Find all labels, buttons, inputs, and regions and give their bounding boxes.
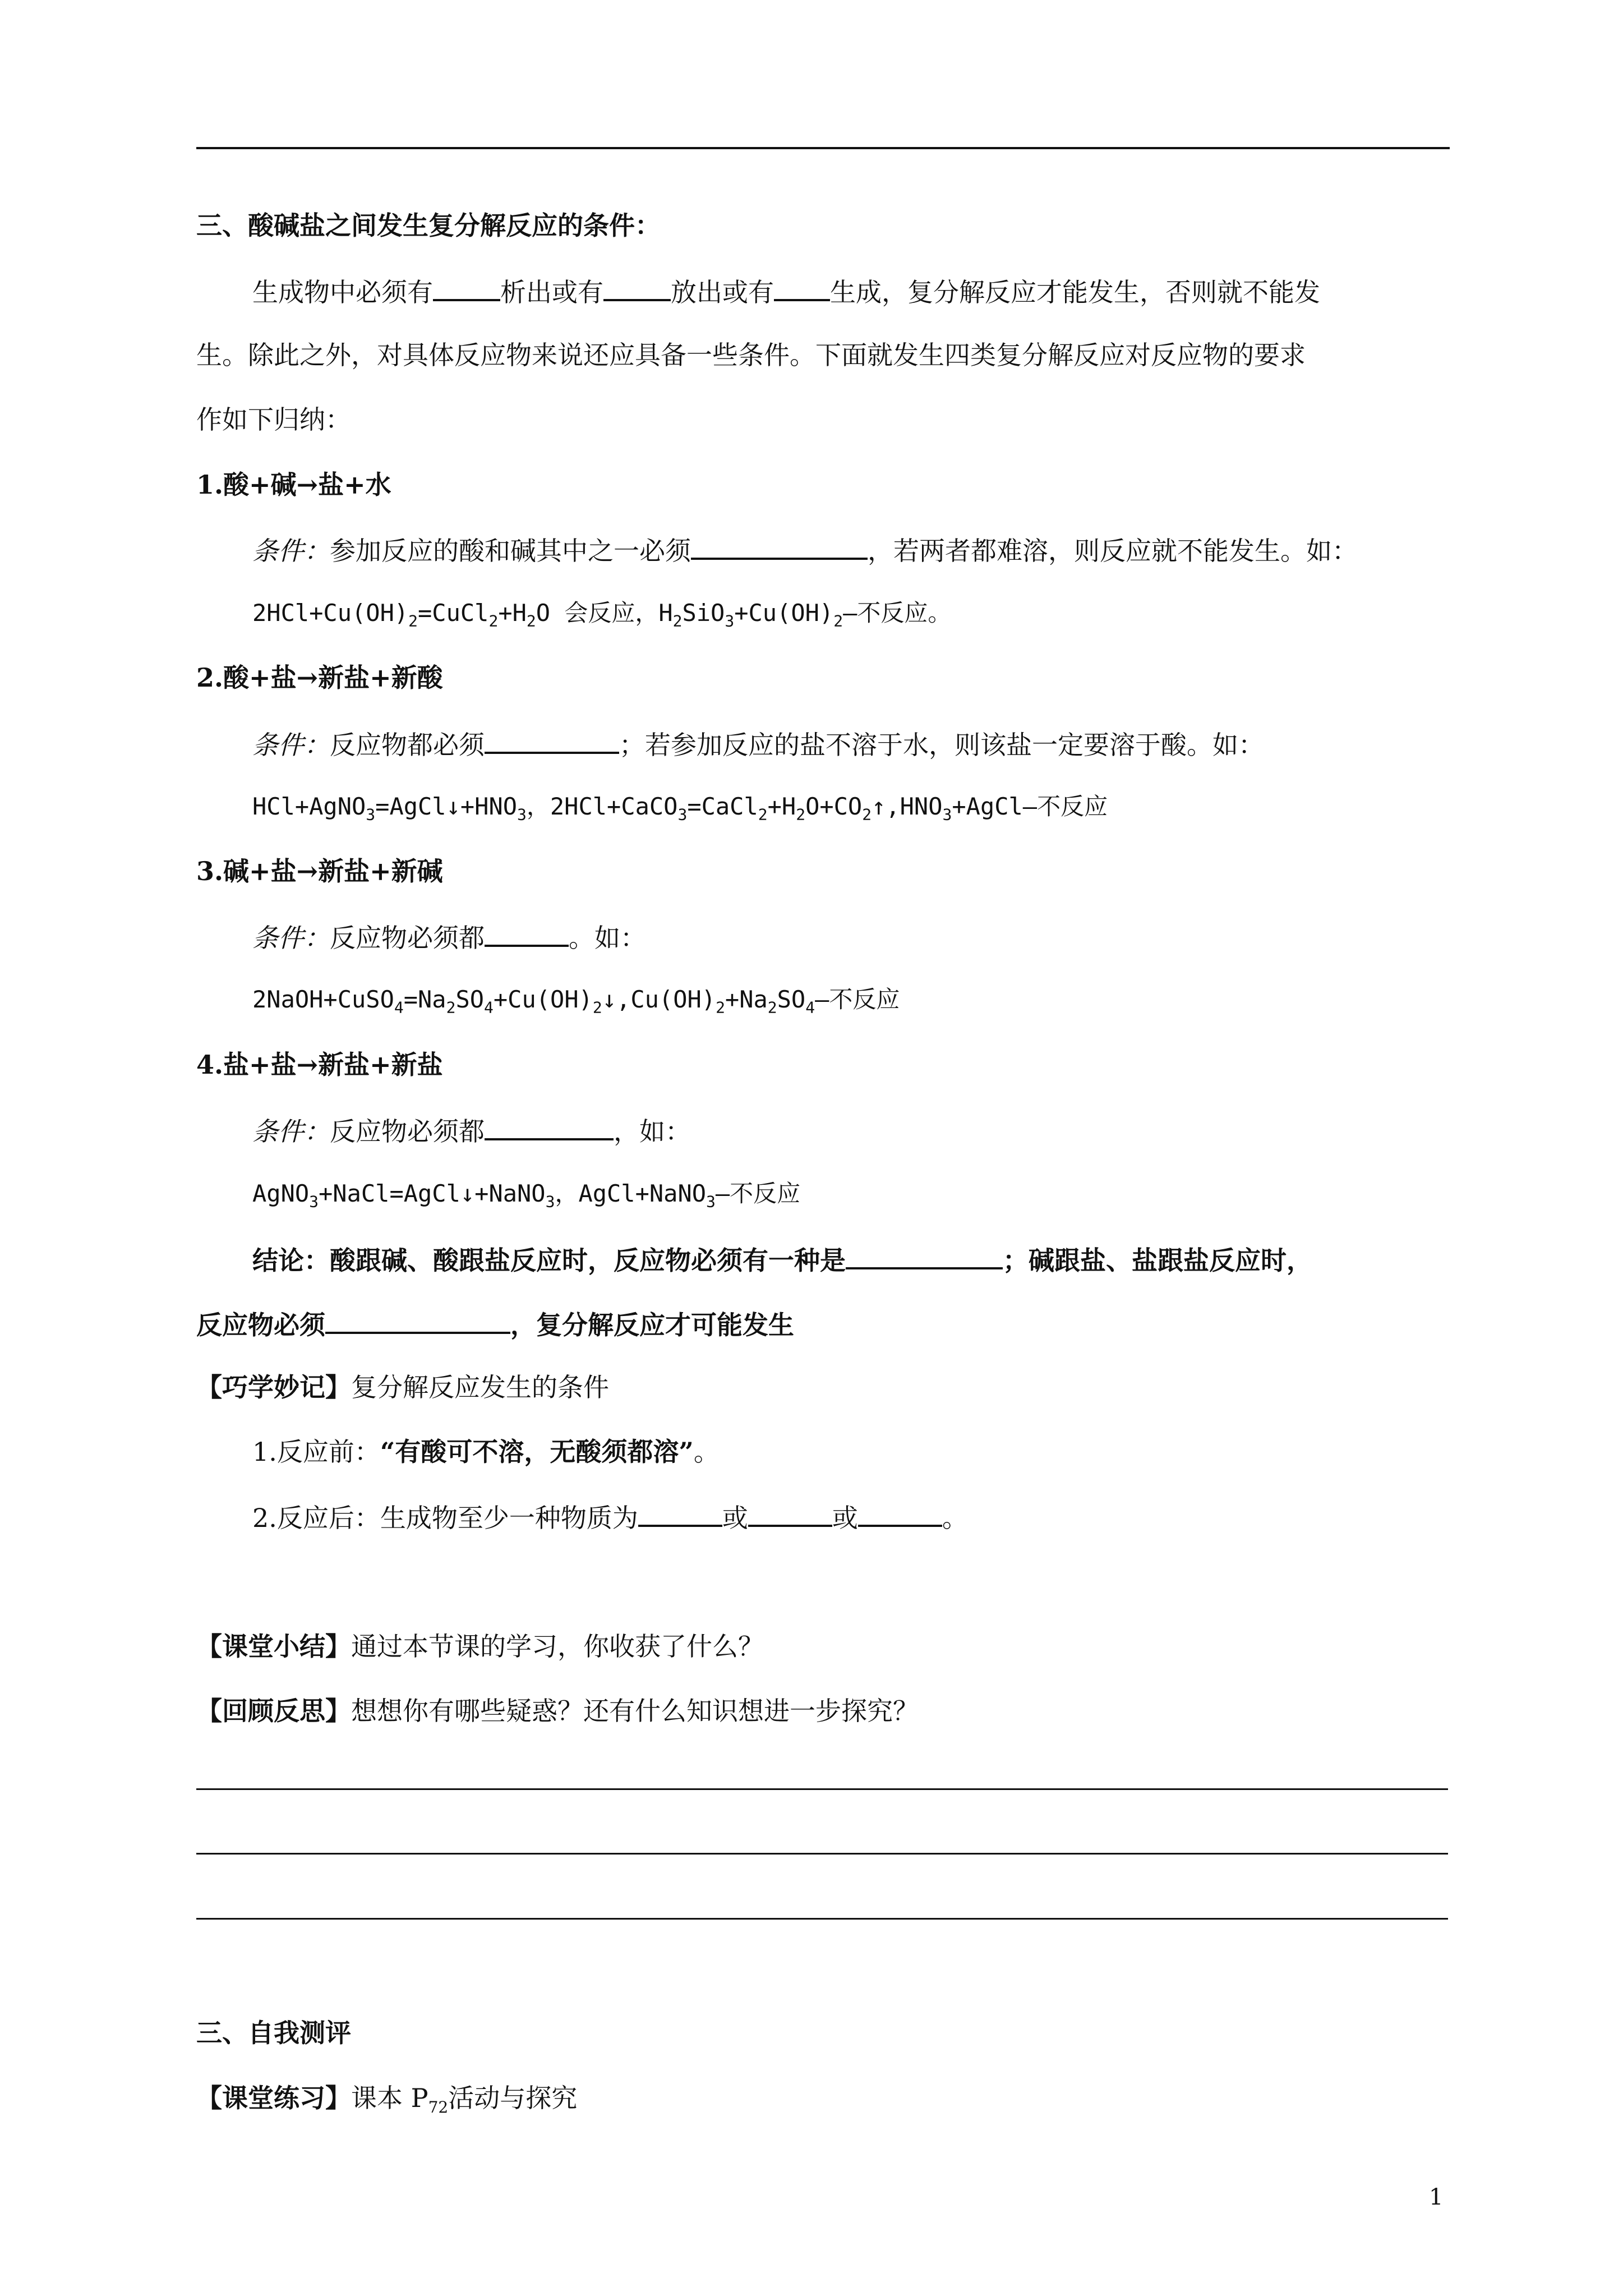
reaction-2-title: 2.酸+盐→新盐+新酸	[196, 662, 443, 693]
blank[interactable]	[485, 919, 569, 947]
reaction-3-example: $2NaOH+CuSO_4=Na_2SO_4+Cu(OH)_2↓,Cu(OH)_2+Na_2SO_4—$不反应	[252, 986, 900, 1017]
conclusion-line-1: 结论：酸跟碱、酸跟盐反应时，反应物必须有一种是 ；碱跟盐、盐跟盐反应时，	[196, 1241, 1450, 1277]
reaction-2-example: $HCl+AgNO_3=AgCl↓+HNO_3$，$2HCl+CaCO_3=CaCl_2+H_2O+CO_2↑,HNO_3+AgCl—$不反应	[252, 793, 1108, 824]
intro-line-2: 生。除此之外，对具体反应物来说还应具备一些条件。下面就发生四类复分解反应对反应物的要求	[196, 340, 1306, 370]
blank[interactable]	[638, 1499, 722, 1527]
conclusion-line-2: 反应物必须 ，复分解反应才可能发生	[196, 1306, 1450, 1342]
blank[interactable]	[774, 273, 830, 301]
section-title: 三、酸碱盐之间发生复分解反应的条件：	[196, 210, 661, 241]
reaction-1-title: 1.酸+碱→盐+水	[196, 470, 391, 500]
blank[interactable]	[748, 1499, 832, 1527]
blank[interactable]	[858, 1499, 942, 1527]
review-reflection: 【回顾反思】想想你有哪些疑惑？还有什么知识想进一步探究？	[196, 1696, 919, 1726]
header-rule	[196, 147, 1450, 149]
blank[interactable]	[603, 273, 671, 301]
answer-line[interactable]	[196, 1788, 1448, 1790]
reaction-2-condition: 条件：反应物都必须 ；若参加反应的盐不溶于水，则该盐一定要溶于酸。如：	[196, 726, 1450, 762]
reaction-1-example: $2HCl+Cu(OH)_2=CuCl_2+H_2O$ 会反应，$H_2SiO_3+Cu(OH)_2—$不反应。	[252, 599, 952, 631]
answer-line[interactable]	[196, 1918, 1448, 1920]
answer-line[interactable]	[196, 1853, 1448, 1855]
memo-item-2: 2.反应后：生成物至少一种物质为 或 或 。	[196, 1499, 1450, 1535]
self-evaluation-title: 三、自我测评	[196, 2018, 351, 2048]
blank[interactable]	[433, 273, 500, 301]
blank[interactable]	[325, 1306, 510, 1334]
reaction-1-condition: 条件：参加反应的酸和碱其中之一必须 ，若两者都难溶，则反应就不能发生。如：	[196, 532, 1450, 568]
reaction-3-condition: 条件：反应物必须都 。如：	[196, 919, 1450, 955]
blank[interactable]	[846, 1241, 1003, 1269]
intro-line-1: 生成物中必须有 析出或有 放出或有 生成，复分解反应才能发生，否则就不能发	[196, 273, 1450, 309]
reaction-4-example: AgNO$_3$+NaCl=AgCl↓+NaNO$_3$，AgCl+NaNO$_3$—不反应	[252, 1180, 801, 1211]
reaction-4-condition: 条件：反应物必须都 ，如：	[196, 1112, 1450, 1148]
reaction-4-title: 4.盐+盐→新盐+新盐	[196, 1050, 443, 1080]
blank[interactable]	[485, 726, 619, 754]
class-practice: 【课堂练习】课本 $P_{72}$活动与探究	[196, 2083, 578, 2117]
blank[interactable]	[485, 1112, 614, 1140]
memo-item-1: 1.反应前：“有酸可不溶，无酸须都溶”。	[252, 1437, 720, 1467]
blank[interactable]	[691, 532, 868, 560]
class-summary: 【课堂小结】通过本节课的学习，你收获了什么？	[196, 1631, 764, 1662]
memo-heading: 【巧学妙记】复分解反应发生的条件	[196, 1372, 609, 1402]
reaction-3-title: 3.碱+盐→新盐+新碱	[196, 856, 443, 886]
page-number: 1	[1429, 2184, 1444, 2210]
intro-line-3: 作如下归纳：	[196, 404, 351, 435]
